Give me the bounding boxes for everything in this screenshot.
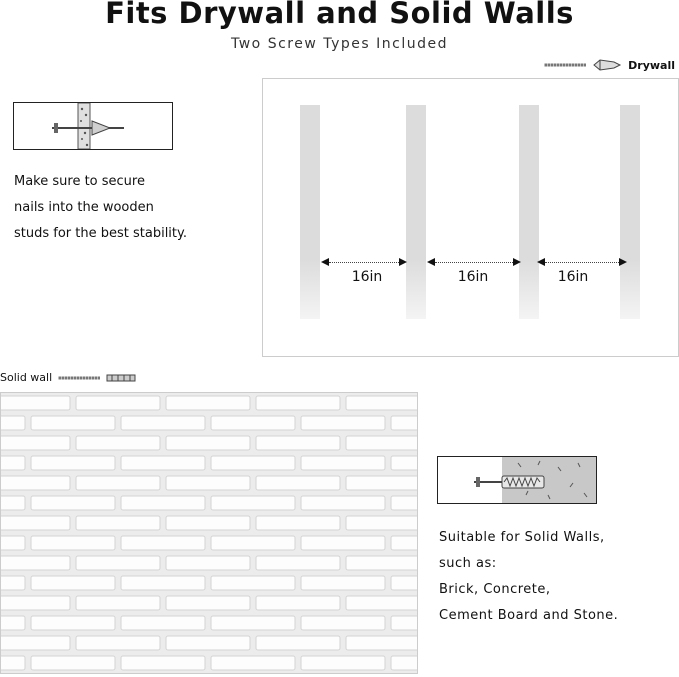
solid-wall-note-line: such as: [439, 556, 497, 571]
brick-wall-illustration [1, 393, 417, 673]
solid-wall-note [439, 525, 679, 629]
arrow-left-icon [321, 258, 329, 266]
page-title: Fits Drywall and Solid Walls [105, 0, 574, 30]
solid-wall-legend [0, 371, 136, 384]
drywall-anchor-illustration [14, 103, 172, 149]
drywall-legend [544, 58, 675, 72]
wall-plug-icon [106, 373, 136, 383]
screw-icon [544, 61, 586, 69]
brick-wall-image [0, 392, 418, 674]
drywall-note-line: nails into the wooden [14, 200, 154, 215]
page-subtitle: Two Screw Types Included [231, 36, 448, 52]
arrow-right-icon [399, 258, 407, 266]
dimension-line [435, 262, 513, 263]
solid-wall-note-line: Brick, Concrete, [439, 582, 551, 597]
drywall-legend-label: Drywall [628, 58, 675, 72]
drywall-anchor-diagram [13, 102, 173, 150]
wall-stud [620, 105, 640, 319]
stud-spacing-label: 16in [457, 269, 489, 285]
screw-icon [58, 374, 100, 382]
arrow-left-icon [427, 258, 435, 266]
wall-stud [406, 105, 426, 319]
dimension-line [545, 262, 619, 263]
solid-wall-anchor-diagram [437, 456, 597, 504]
drywall-anchor-icon [592, 58, 622, 72]
solid-wall-anchor-illustration [438, 457, 596, 503]
wall-stud [519, 105, 539, 319]
dimension-line [329, 262, 399, 263]
arrow-left-icon [537, 258, 545, 266]
solid-wall-note-line: Suitable for Solid Walls, [439, 530, 605, 545]
solid-wall-note-line: Cement Board and Stone. [439, 608, 619, 623]
drywall-note-line: Make sure to secure [14, 174, 145, 189]
wall-stud [300, 105, 320, 319]
arrow-right-icon [619, 258, 627, 266]
solid-wall-legend-label: Solid wall [0, 371, 53, 384]
drywall-note-line: studs for the best stability. [14, 226, 187, 241]
studs-diagram [262, 78, 679, 357]
stud-spacing-label: 16in [557, 269, 589, 285]
stud-spacing-label: 16in [351, 269, 383, 285]
arrow-right-icon [513, 258, 521, 266]
drywall-note [14, 169, 254, 247]
